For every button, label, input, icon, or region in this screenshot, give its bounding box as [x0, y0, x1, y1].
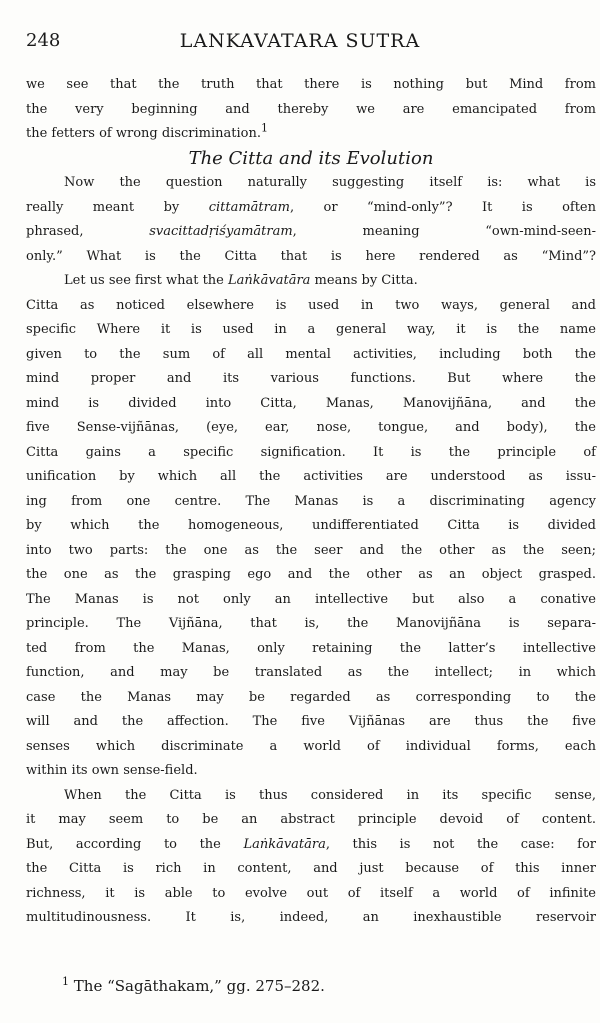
text-line: within its own sense-field.	[26, 763, 198, 778]
footnote	[62, 977, 325, 995]
text-line: function, and may be translated as the intellect; in which	[26, 665, 596, 680]
text-line: will and the affection. The five Vijñānas are thus the five	[26, 714, 596, 729]
text-line: When the Citta is thus considered in its specific sense,	[64, 787, 596, 803]
text-line: only.” What is the Citta that is here rendered as “Mind”?	[26, 248, 596, 264]
running-title: LANKAVATARA SUTRA	[179, 30, 421, 52]
text-line: ing from one centre. The Manas is a discriminating agency	[26, 493, 596, 509]
text-line: the Citta is rich in content, and just because of this inner	[26, 861, 596, 876]
text-line: richness, it is able to evolve out of itself a world of infinite	[26, 885, 596, 901]
text-line: given to the sum of all mental activities, including both the	[26, 346, 596, 362]
footnote-text: The “Sagāthakam,” gg. 275–282.	[73, 977, 325, 995]
footnote-marker: 1	[260, 121, 268, 135]
text-line: ted from the Manas, only retaining the latter’s intellective	[26, 640, 596, 656]
text-line: unification by which all the activities are understood as issu-	[26, 469, 596, 484]
text-line-content: the fetters of wrong discrimination.	[26, 126, 261, 141]
text-line: really meant by cittamātram, or “mind-only”? It is often	[26, 199, 596, 215]
text-line: Let us see first what the Laṅkāvatāra means by Citta.	[64, 273, 418, 288]
text-line: mind is divided into Citta, Manas, Manovijñāna, and the	[26, 395, 596, 411]
text-line: But, according to the Laṅkāvatāra, this is not the case: for	[26, 836, 596, 852]
footnote-number: 1	[62, 975, 69, 988]
body-text	[26, 73, 596, 931]
text-line: phrased, svacittadṛiśyamātram, meaning “own-mind-seen-	[26, 224, 596, 239]
text-line: it may seem to be an abstract principle devoid of content.	[26, 812, 596, 827]
text-line	[26, 122, 596, 147]
text-line: we see that the truth that there is nothing but Mind from	[26, 77, 596, 92]
text-line: by which the homogeneous, undifferentiated Citta is divided	[26, 518, 596, 533]
text-line: The Manas is not only an intellective but also a conative	[26, 591, 596, 607]
text-line: into two parts: the one as the seer and the other as the seen;	[26, 542, 596, 558]
page-header	[26, 30, 574, 60]
text-line: five Sense-vijñānas, (eye, ear, nose, tongue, and body), the	[26, 420, 596, 435]
text-line: the one as the grasping ego and the other as an object grasped.	[26, 567, 596, 582]
text-line: multitudinousness. It is, indeed, an inexhaustible reservoir	[26, 910, 596, 925]
text-line: principle. The Vijñāna, that is, the Manovijñāna is separa-	[26, 616, 596, 631]
text-line: the very beginning and thereby we are emancipated from	[26, 101, 596, 117]
text-line: case the Manas may be regarded as corresponding to the	[26, 689, 596, 705]
text-line: Citta as noticed elsewhere is used in two ways, general and	[26, 297, 596, 313]
text-line: specific Where it is used in a general way, it is the name	[26, 322, 596, 337]
text-line: mind proper and its various functions. But where the	[26, 371, 596, 386]
page-number: 248	[26, 30, 61, 51]
text-line: senses which discriminate a world of individual forms, each	[26, 738, 596, 754]
text-line: Citta gains a specific signification. It is the principle of	[26, 444, 596, 460]
section-heading: The Citta and its Evolution	[188, 147, 434, 169]
text-line: Now the question naturally suggesting itself is: what is	[64, 175, 596, 190]
